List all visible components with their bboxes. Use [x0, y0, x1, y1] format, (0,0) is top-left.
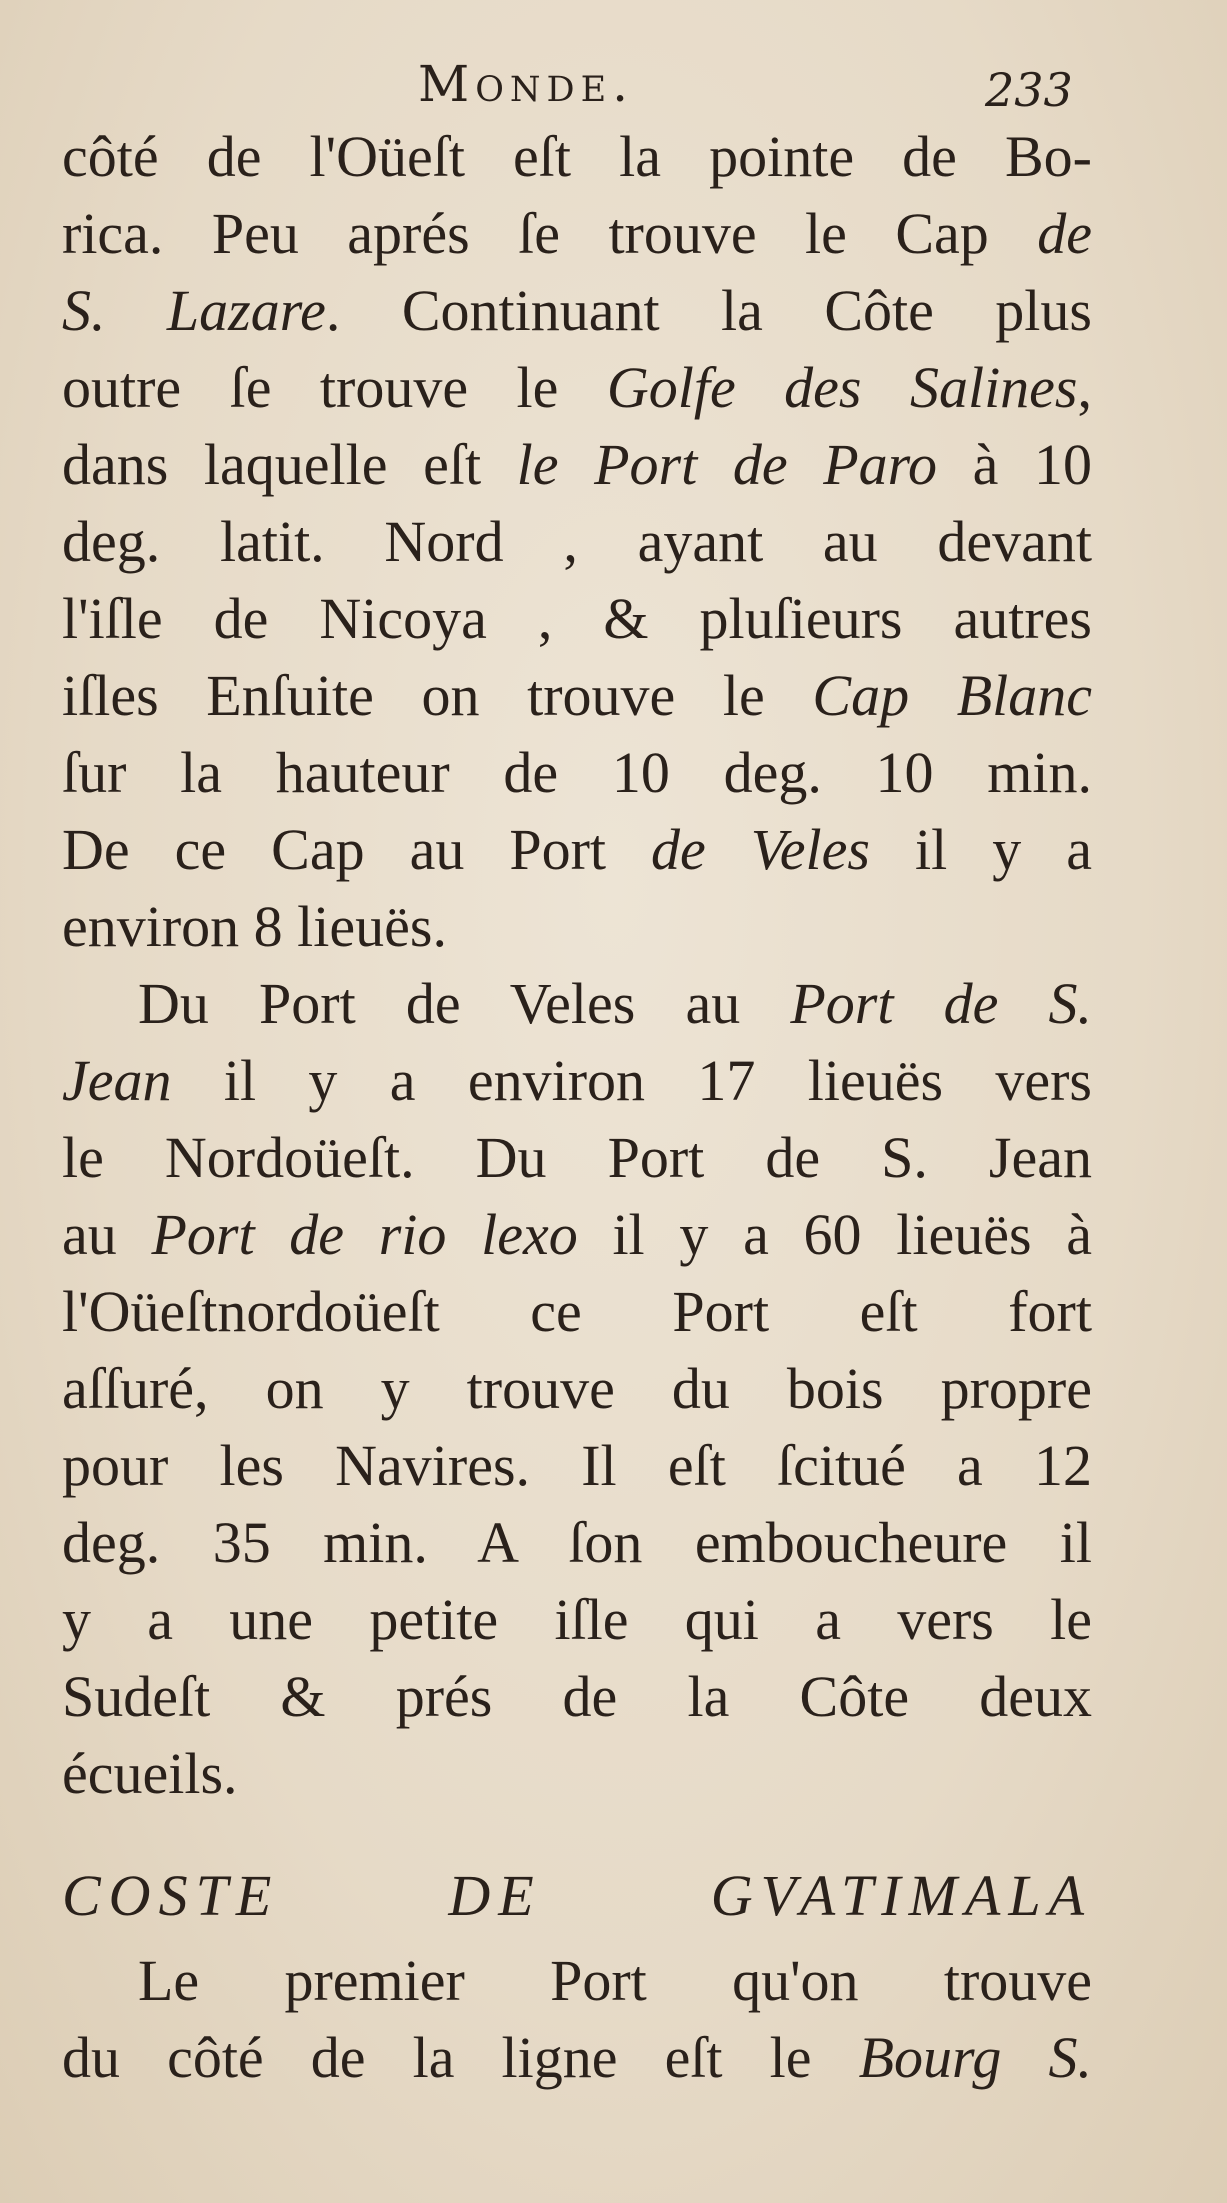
text-line: iſles Enſuite on trouve le Cap Blanc [62, 663, 1092, 728]
text-line: écueils. [62, 1741, 238, 1806]
text-line: ſur la hauteur de 10 deg. 10 min. [62, 740, 1092, 805]
text-line: rica. Peu aprés ſe trouve le Cap de [62, 201, 1092, 266]
text-line: De ce Cap au Port de Veles il y a [62, 817, 1092, 882]
text-line: Sudeſt & prés de la Côte deux [62, 1664, 1092, 1729]
text-line: l'iſle de Nicoya , & pluſieurs autres [62, 586, 1092, 651]
text-line: côté de l'Oüeſt eſt la pointe de Bo- [62, 124, 1092, 189]
page-number: 233 [985, 63, 1073, 117]
text-line: aſſuré, on y trouve du bois propre [62, 1356, 1092, 1421]
text-line: pour les Navires. Il eſt ſcitué a 12 [62, 1433, 1092, 1498]
text-line: au Port de rio lexo il y a 60 lieuës à [62, 1202, 1092, 1267]
text-line: Du Port de Veles au Port de S. [138, 971, 1093, 1036]
text-line: outre ſe trouve le Golfe des Salines, [62, 355, 1092, 420]
section-heading: COSTE DE GVATIMALA [62, 1863, 1092, 1928]
page-header [0, 55, 1227, 125]
text-line: l'Oüeſtnordoüeſt ce Port eſt fort [62, 1279, 1092, 1344]
body-text [62, 118, 1092, 2096]
text-line: le Nordoüeſt. Du Port de S. Jean [62, 1125, 1092, 1190]
text-line: environ 8 lieuës. [62, 894, 447, 959]
text-line: Jean il y a environ 17 lieuës vers [62, 1048, 1092, 1113]
text-line: y a une petite iſle qui a vers le [62, 1587, 1092, 1652]
text-line: dans laquelle eſt le Port de Paro à 10 [62, 432, 1092, 497]
running-head: Monde. [418, 55, 635, 113]
spacer [62, 1812, 1092, 1850]
text-line: deg. latit. Nord , ayant au devant [62, 509, 1092, 574]
text-line: deg. 35 min. A ſon emboucheure il [62, 1510, 1092, 1575]
text-line: du côté de la ligne eſt le Bourg S. [62, 2025, 1092, 2090]
text-line: S. Lazare. Continuant la Côte plus [62, 278, 1092, 343]
text-line: Le premier Port qu'on trouve [138, 1948, 1092, 2013]
